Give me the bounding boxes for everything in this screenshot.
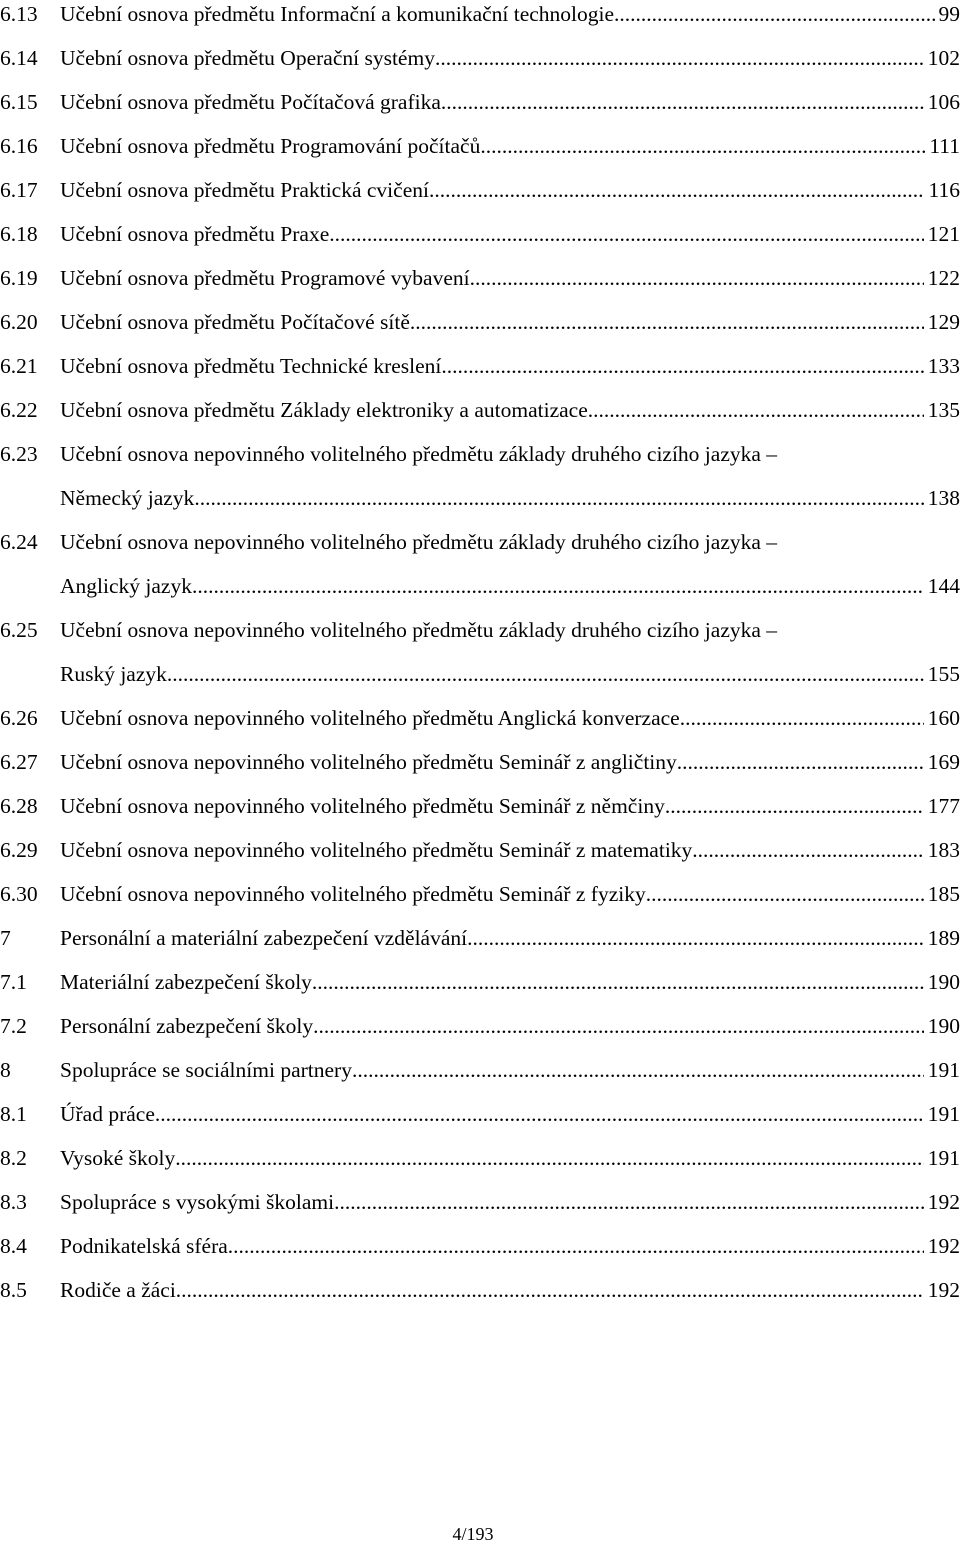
toc-leader-dots: [441, 80, 924, 124]
toc-entry-number: 6.17: [0, 178, 38, 202]
toc-leader-dots: [313, 1004, 924, 1048]
toc-entry[interactable]: [0, 124, 960, 168]
toc-leader-dots: [480, 124, 925, 168]
toc-entry-title: Anglický jazyk: [60, 574, 192, 598]
toc-entry[interactable]: [0, 168, 960, 212]
toc-entry[interactable]: [0, 696, 960, 740]
toc-entry-title: Učební osnova předmětu Základy elektroniky a automatizace: [60, 398, 588, 422]
toc-entry-number: 6.30: [0, 882, 38, 906]
toc-entry[interactable]: [0, 1092, 960, 1136]
toc-entry-title: Spolupráce se sociálními partnery: [60, 1058, 352, 1082]
toc-entry-number: 6.21: [0, 354, 38, 378]
toc-entry-number: 6.23: [0, 442, 38, 466]
toc-entry[interactable]: [0, 1180, 960, 1224]
toc-entry-title: Učební osnova předmětu Programování počítačů: [60, 134, 481, 158]
toc-entry-title: Učební osnova nepovinného volitelného předmětu Seminář z fyziky: [60, 882, 646, 906]
toc-leader-dots: [435, 36, 924, 80]
toc-entry-number: 7.1: [0, 970, 27, 994]
page-number: 4/193: [452, 1524, 494, 1544]
toc-entry-title-first-line: Učební osnova nepovinného volitelného předmětu základy druhého cizího jazyka –: [60, 442, 778, 466]
toc-entry-title: Rodiče a žáci: [60, 1278, 176, 1302]
toc-entry-number: 6.20: [0, 310, 38, 334]
toc-leader-dots: [614, 0, 934, 36]
toc-entry-title: Učební osnova předmětu Operační systémy: [60, 46, 435, 70]
toc-entry-number: 6.29: [0, 838, 38, 862]
toc-entry-number: 6.27: [0, 750, 38, 774]
toc-leader-dots: [312, 960, 924, 1004]
toc-leader-dots: [467, 916, 924, 960]
toc-entry-page: 102: [927, 46, 960, 70]
toc-entry-page: 160: [927, 706, 960, 730]
toc-entry[interactable]: [0, 1268, 960, 1312]
toc-leader-dots: [334, 1180, 924, 1224]
toc-leader-dots: [192, 564, 924, 608]
toc-entry[interactable]: [0, 1048, 960, 1092]
toc-leader-dots: [410, 300, 924, 344]
toc-entry[interactable]: [0, 1136, 960, 1180]
toc-entry-title: Učební osnova předmětu Počítačové sítě: [60, 310, 410, 334]
toc-leader-dots: [167, 652, 924, 696]
toc-entry-title: Personální a materiální zabezpečení vzdělávání: [60, 926, 468, 950]
toc-entry-title: Materiální zabezpečení školy: [60, 970, 312, 994]
toc-entry-page: 135: [927, 398, 960, 422]
toc-leader-dots: [692, 828, 923, 872]
toc-entry[interactable]: [0, 300, 960, 344]
toc-entry-page: 190: [927, 1014, 960, 1038]
toc-entry-title: Německý jazyk: [60, 486, 195, 510]
toc-entry-number: 8.5: [0, 1278, 27, 1302]
toc-entry-title-first-line: Učební osnova nepovinného volitelného předmětu základy druhého cizího jazyka –: [60, 530, 778, 554]
toc-entry-page: 191: [927, 1146, 960, 1170]
toc-leader-dots: [665, 784, 924, 828]
toc-entry-title: Spolupráce s vysokými školami: [60, 1190, 335, 1214]
toc-entry-title: Učební osnova nepovinného volitelného předmětu Seminář z němčiny: [60, 794, 665, 818]
toc-entry[interactable]: [0, 960, 960, 1004]
toc-leader-dots: [352, 1048, 924, 1092]
toc-entry-number: 6.18: [0, 222, 38, 246]
toc-entry-title: Vysoké školy: [60, 1146, 176, 1170]
toc-leader-dots: [441, 344, 923, 388]
toc-entry-page: 192: [927, 1234, 960, 1258]
toc-entry-title: Učební osnova předmětu Praktická cvičení: [60, 178, 429, 202]
toc-entry[interactable]: [0, 80, 960, 124]
toc-entry[interactable]: [0, 784, 960, 828]
toc-entry-number: 7: [0, 926, 11, 950]
toc-entry-title: Učební osnova předmětu Programové vybavení: [60, 266, 470, 290]
toc-entry-title: Ruský jazyk: [60, 662, 167, 686]
toc-entry[interactable]: [0, 916, 960, 960]
toc-entry-title: Učební osnova nepovinného volitelného předmětu Seminář z matematiky: [60, 838, 693, 862]
toc-entry-number: 6.15: [0, 90, 38, 114]
toc-leader-dots: [470, 256, 924, 300]
toc-leader-dots: [228, 1224, 924, 1268]
toc-entry-page: 129: [927, 310, 960, 334]
toc-entry-number: 8.1: [0, 1102, 27, 1126]
toc-entry[interactable]: [0, 432, 960, 520]
toc-entry[interactable]: [0, 872, 960, 916]
toc-entry[interactable]: [0, 520, 960, 608]
toc-entry[interactable]: [0, 608, 960, 696]
toc-entry[interactable]: [0, 1224, 960, 1268]
toc-entry-page: 177: [927, 794, 960, 818]
toc-leader-dots: [329, 212, 923, 256]
toc-entry-page: 192: [927, 1278, 960, 1302]
toc-entry-page: 99: [938, 2, 960, 26]
toc-entry[interactable]: [0, 740, 960, 784]
toc-entry[interactable]: [0, 1004, 960, 1048]
toc-entry-number: 6.22: [0, 398, 38, 422]
toc-entry-page: 155: [927, 662, 960, 686]
toc-leader-dots: [176, 1268, 924, 1312]
toc-entry-number: 6.16: [0, 134, 38, 158]
toc-entry-title: Učební osnova předmětu Technické kreslení: [60, 354, 442, 378]
toc-entry[interactable]: [0, 256, 960, 300]
toc-entry-page: 116: [928, 178, 960, 202]
toc-entry-number: 8: [0, 1058, 11, 1082]
toc-entry-page: 190: [927, 970, 960, 994]
toc-entry-page: 121: [927, 222, 960, 246]
toc-entry-title: Učební osnova předmětu Informační a komunikační technologie: [60, 2, 615, 26]
toc-entry-page: 189: [927, 926, 960, 950]
toc-leader-dots: [588, 388, 924, 432]
toc-entry-number: 8.3: [0, 1190, 27, 1214]
toc-entry-number: 6.28: [0, 794, 38, 818]
toc-entry[interactable]: [0, 388, 960, 432]
toc-entry-number: 6.26: [0, 706, 38, 730]
toc-entry-page: 111: [929, 134, 960, 158]
toc-entry-page: 106: [927, 90, 960, 114]
page-footer: [0, 1524, 960, 1545]
toc-entry-page: 191: [927, 1102, 960, 1126]
toc-leader-dots: [677, 740, 924, 784]
toc-entry-page: 122: [927, 266, 960, 290]
toc-entry-title: Učební osnova předmětu Počítačová grafika: [60, 90, 441, 114]
toc-entry-title-first-line: Učební osnova nepovinného volitelného předmětu základy druhého cizího jazyka –: [60, 618, 778, 642]
toc-entry[interactable]: [0, 828, 960, 872]
toc-entry-page: 192: [927, 1190, 960, 1214]
toc-entry-number: 8.4: [0, 1234, 27, 1258]
toc-entry-page: 191: [927, 1058, 960, 1082]
toc-entry[interactable]: [0, 212, 960, 256]
toc-entry-title: Personální zabezpečení školy: [60, 1014, 314, 1038]
toc-leader-dots: [680, 696, 924, 740]
toc-entry-number: 6.24: [0, 530, 38, 554]
toc-leader-dots: [155, 1092, 924, 1136]
toc-entry-number: 6.25: [0, 618, 38, 642]
toc-entry-title: Učební osnova předmětu Praxe: [60, 222, 330, 246]
toc-entry-title: Učební osnova nepovinného volitelného předmětu Seminář z angličtiny: [60, 750, 677, 774]
toc-entry-title: Učební osnova nepovinného volitelného předmětu Anglická konverzace: [60, 706, 680, 730]
toc-entry-title: Podnikatelská sféra: [60, 1234, 228, 1258]
toc-entry-page: 133: [927, 354, 960, 378]
toc-entry-title: Úřad práce: [60, 1102, 155, 1126]
toc-entry-page: 185: [927, 882, 960, 906]
toc-leader-dots: [646, 872, 924, 916]
toc-leader-dots: [194, 476, 923, 520]
toc-entry-page: 183: [927, 838, 960, 862]
toc-entry-number: 8.2: [0, 1146, 27, 1170]
toc-entry-page: 144: [927, 574, 960, 598]
toc-entry[interactable]: [0, 36, 960, 80]
toc-entry[interactable]: [0, 344, 960, 388]
toc-entry[interactable]: [0, 0, 960, 36]
toc-entry-number: 7.2: [0, 1014, 27, 1038]
toc-entry-number: 6.19: [0, 266, 38, 290]
toc-entry-page: 169: [927, 750, 960, 774]
toc-leader-dots: [175, 1136, 923, 1180]
toc-entry-page: 138: [927, 486, 960, 510]
toc-entry-number: 6.13: [0, 2, 38, 26]
toc-entry-number: 6.14: [0, 46, 38, 70]
toc-leader-dots: [429, 168, 925, 212]
